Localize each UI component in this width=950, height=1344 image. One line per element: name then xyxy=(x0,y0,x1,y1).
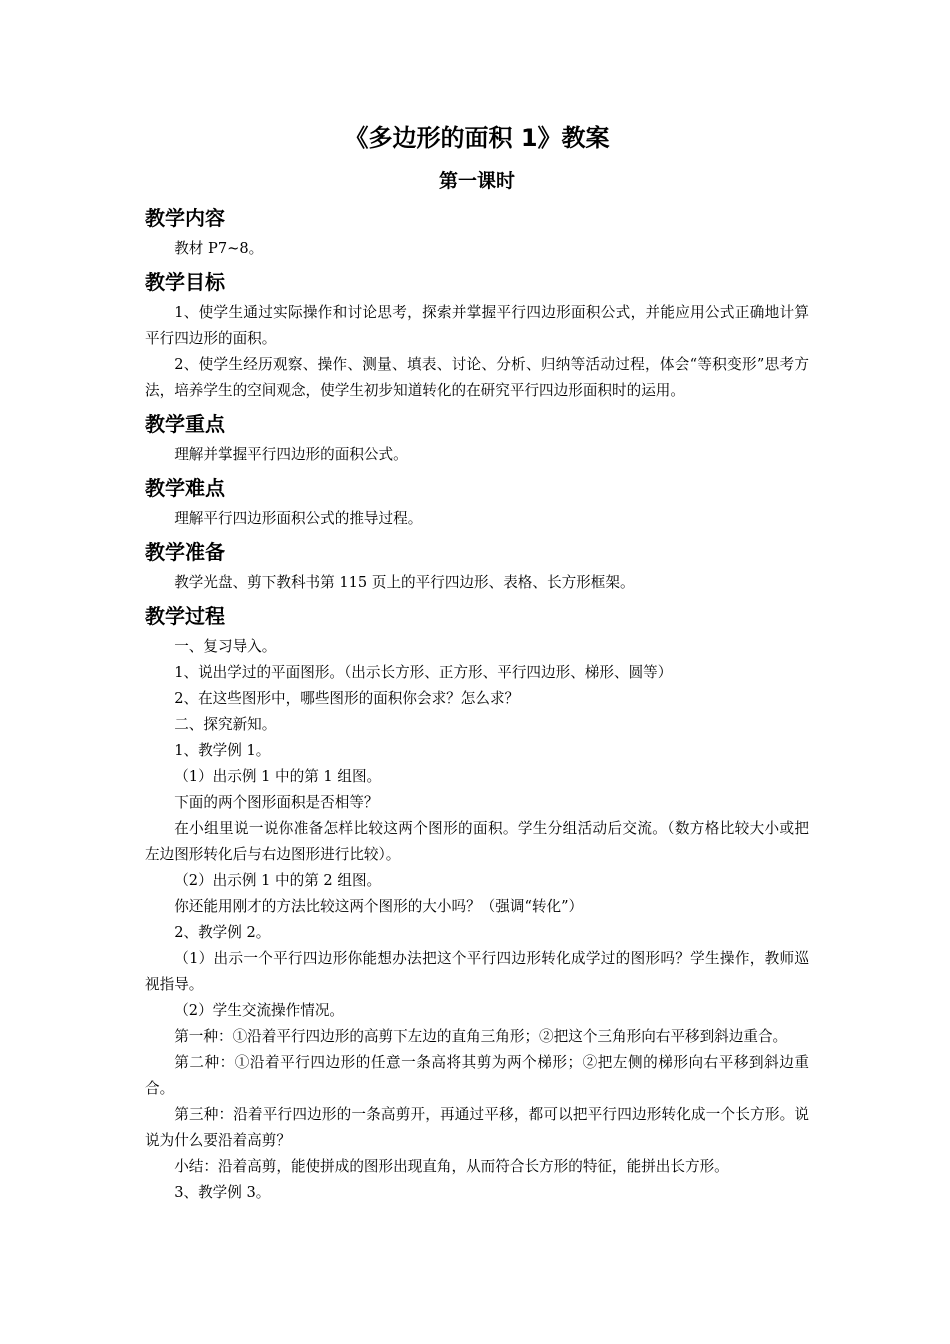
process-paragraph: 在小组里说一说你准备怎样比较这两个图形的面积。学生分组活动后交流。（数方格比较大小或把左边图形转化后与右边图形进行比较）。 xyxy=(145,820,809,863)
process-paragraph: 你还能用刚才的方法比较这两个图形的大小吗？（强调“转化”） xyxy=(174,898,584,915)
document-title: 《多边形的面积 1》教案 xyxy=(344,124,610,152)
section-heading-difficulty: 教学难点 xyxy=(145,476,225,500)
section-heading-key: 教学重点 xyxy=(145,412,225,436)
key-paragraph: 理解并掌握平行四边形的面积公式。 xyxy=(174,446,408,463)
process-paragraph: 第一种：①沿着平行四边形的高剪下左边的直角三角形；②把这个三角形向右平移到斜边重合。 xyxy=(174,1028,788,1045)
section-heading-goals: 教学目标 xyxy=(145,270,225,294)
goals-paragraph: 2、使学生经历观察、操作、测量、填表、讨论、分析、归纳等活动过程，体会“等积变形”思考方法，培养学生的空间观念，使学生初步知道转化的在研究平行四边形面积时的运用。 xyxy=(145,356,809,399)
process-paragraph: 一、复习导入。 xyxy=(174,638,277,655)
document-body xyxy=(145,118,809,1206)
process-paragraph: （1）出示一个平行四边形你能想办法把这个平行四边形转化成学过的图形吗？学生操作，教师巡视指导。 xyxy=(145,950,809,993)
process-paragraph: 2、教学例 2。 xyxy=(174,924,271,941)
process-paragraph: 1、说出学过的平面图形。（出示长方形、正方形、平行四边形、梯形、圆等） xyxy=(174,664,673,681)
section-heading-content: 教学内容 xyxy=(145,206,225,230)
process-paragraph: 2、在这些图形中，哪些图形的面积你会求？怎么求？ xyxy=(174,690,520,707)
process-paragraph: 小结：沿着高剪，能使拼成的图形出现直角，从而符合长方形的特征，能拼出长方形。 xyxy=(174,1158,729,1175)
content-paragraph: 教材 P7~8。 xyxy=(174,240,264,257)
process-paragraph: （2）出示例 1 中的第 2 组图。 xyxy=(174,872,382,889)
process-paragraph: 3、教学例 3。 xyxy=(174,1184,271,1201)
prep-paragraph: 教学光盘、剪下教科书第 115 页上的平行四边形、表格、长方形框架。 xyxy=(174,574,635,591)
section-heading-prep: 教学准备 xyxy=(145,540,225,564)
process-paragraph: 下面的两个图形面积是否相等？ xyxy=(174,794,379,811)
process-paragraph: 第三种：沿着平行四边形的一条高剪开，再通过平移，都可以把平行四边形转化成一个长方形。说说为什么要沿着高剪？ xyxy=(145,1106,809,1149)
process-paragraph: （2）学生交流操作情况。 xyxy=(174,1002,345,1019)
difficulty-paragraph: 理解平行四边形面积公式的推导过程。 xyxy=(174,510,423,527)
process-paragraph: 1、教学例 1。 xyxy=(174,742,271,759)
section-heading-process: 教学过程 xyxy=(145,604,225,628)
document-subtitle: 第一课时 xyxy=(438,170,515,192)
process-paragraph: 第二种：①沿着平行四边形的任意一条高将其剪为两个梯形；②把左侧的梯形向右平移到斜边重合。 xyxy=(145,1054,809,1097)
goals-paragraph: 1、使学生通过实际操作和讨论思考，探索并掌握平行四边形面积公式，并能应用公式正确地计算平行四边形的面积。 xyxy=(145,304,809,347)
process-paragraph: 二、探究新知。 xyxy=(174,716,277,733)
process-paragraph: （1）出示例 1 中的第 1 组图。 xyxy=(174,768,382,785)
